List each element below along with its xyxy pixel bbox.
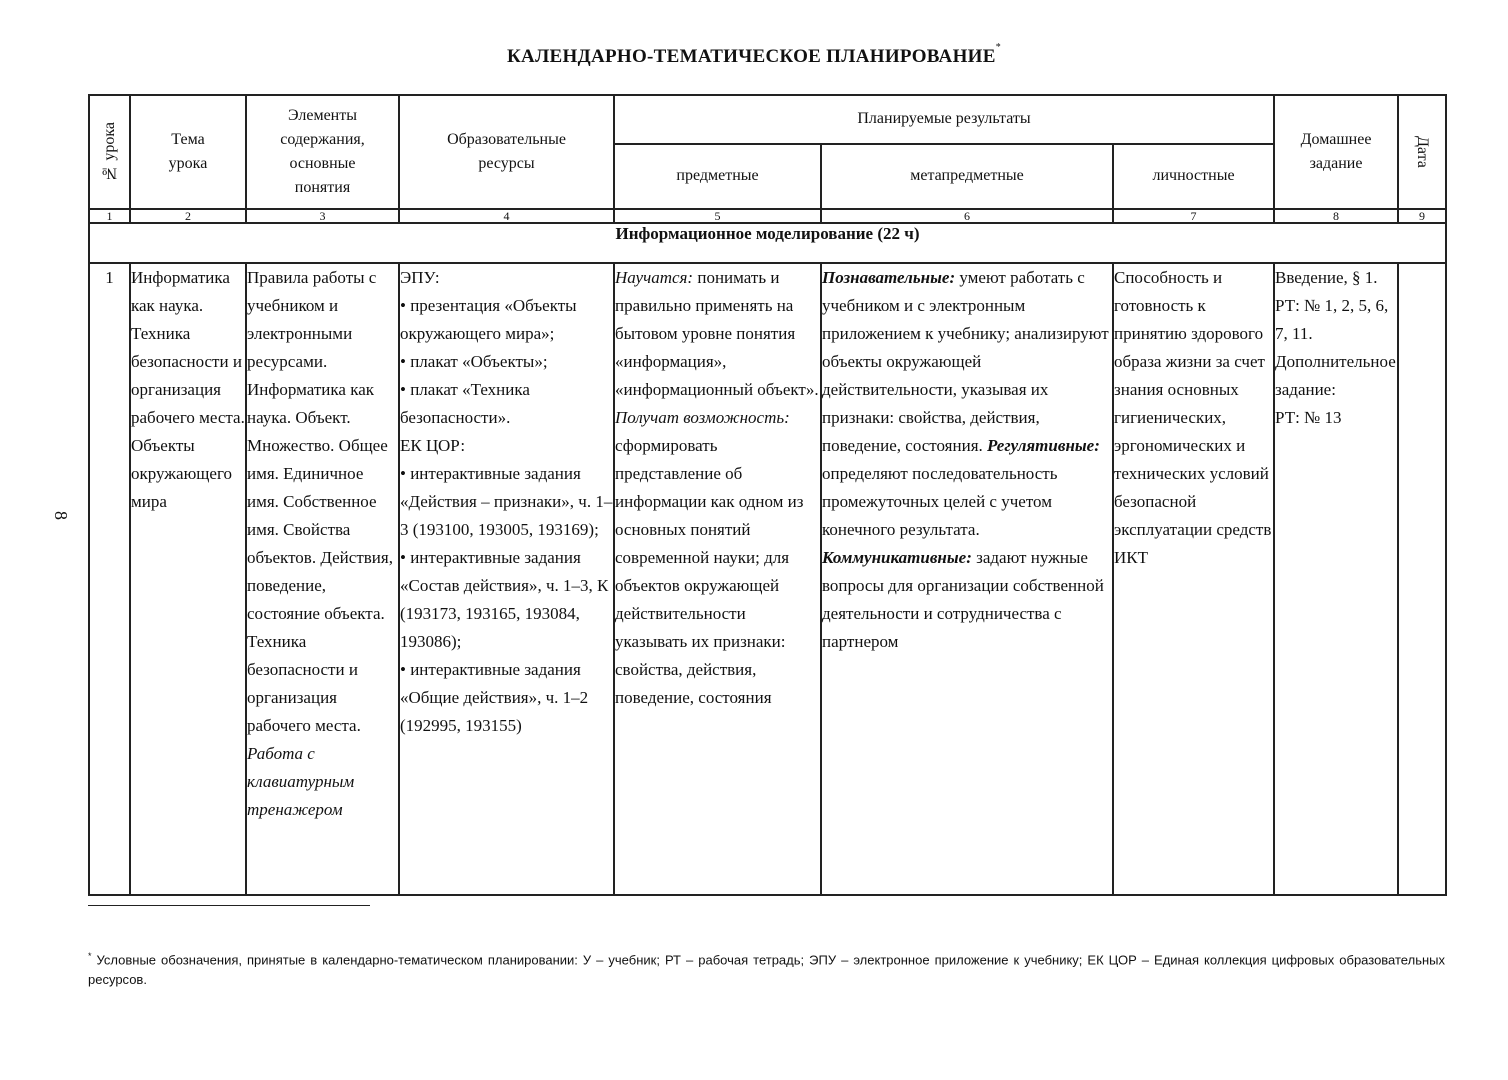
cell-homework [1274, 263, 1398, 895]
resource-line: • интерактивные задания «Общие действия», ч. 1–2 (192995, 193155) [400, 660, 589, 735]
title-footnote-mark: * [995, 42, 1002, 53]
header-planned-results: Планируемые результаты [614, 95, 1274, 144]
resource-line: • презентация «Объекты окружающего мира»; [400, 296, 577, 343]
meta-text: определяют последовательность промежуточных целей с учетом конечного результата. [822, 464, 1058, 539]
column-number: 5 [614, 209, 821, 223]
cell-meta-results [821, 263, 1113, 895]
cell-resources [399, 263, 614, 895]
resource-line: • плакат «Техника безопасности». [400, 380, 530, 427]
header-content: Элементы содержания, основные понятия [246, 95, 399, 209]
meta-label: Регулятивные: [987, 436, 1100, 455]
meta-label: Коммуникативные: [822, 548, 972, 567]
column-number: 1 [89, 209, 130, 223]
footnote-mark: * [88, 951, 92, 961]
content-italic-text: Работа с клавиатурным тренажером [247, 744, 355, 819]
page-title: КАЛЕНДАРНО-ТЕМАТИЧЕСКОЕ ПЛАНИРОВАНИЕ* [506, 42, 1002, 67]
meta-label: Познавательные: [822, 268, 956, 287]
subject-label: Получат возможность: [615, 408, 790, 427]
subject-label: Научатся: [615, 268, 694, 287]
header-date: Дата [1398, 95, 1446, 209]
header-homework: Домашнее задание [1274, 95, 1398, 209]
resource-line: ЕК ЦОР: [400, 436, 466, 455]
header-subject: предметные [614, 144, 821, 209]
column-number: 2 [130, 209, 246, 223]
cell-topic: Информатика как наука. Техника безопасности и организация рабочего места. Объекты окружающего мира [130, 263, 246, 895]
footnote-text: Условные обозначения, принятые в календарно-тематическом планировании: У – учебник; РТ – рабочая тетрадь; ЭПУ – электронное приложение к учебнику; ЕК ЦОР – Единая коллекция цифровых образовательных ресурсов. [88, 952, 1445, 988]
homework-line: РТ: № 13 [1275, 408, 1342, 427]
column-number: 8 [1274, 209, 1398, 223]
footnote-divider [88, 905, 370, 906]
header-lesson-no: № урока [89, 95, 130, 209]
column-number: 9 [1398, 209, 1446, 223]
cell-lesson-number: 1 [89, 263, 130, 895]
column-number: 7 [1113, 209, 1274, 223]
column-number: 3 [246, 209, 399, 223]
column-number: 4 [399, 209, 614, 223]
cell-content [246, 263, 399, 895]
homework-line: РТ: № 1, 2, 5, 6, 7, 11. [1275, 296, 1389, 343]
subject-text: сформировать представление об информации как одном из основных понятий современной науки; для объектов окружающей действительности указывать их признаки: свойства, действия, поведение, состояния [615, 436, 804, 707]
planning-table [88, 94, 1447, 896]
cell-personal-results: Способность и готовность к принятию здорового образа жизни за счет знания основных гигиенических, эргономических и технических условий безопасной эксплуатации средств ИКТ [1113, 263, 1274, 895]
resource-line: • интерактивные задания «Состав действия», ч. 1–3, К (193173, 193165, 193084, 193086); [400, 548, 609, 651]
header-meta: метапредметные [821, 144, 1113, 209]
footnote [88, 946, 1445, 990]
homework-line: Введение, § 1. [1275, 268, 1378, 287]
resource-line: • интерактивные задания «Действия – признаки», ч. 1–3 (193100, 193005, 193169); [400, 464, 613, 539]
header-resources: Образовательные ресурсы [399, 95, 614, 209]
content-text: Правила работы с учебником и электронными ресурсами. Информатика как наука. Объект. Множество. Общее имя. Единичное имя. Собственное имя. Свойства объектов. Действия, поведение, состояние объекта. Техника безопасности и организация рабочего места. [247, 268, 393, 735]
page-number: 8 [51, 511, 71, 520]
section-title: Информационное моделирование (22 ч) [89, 223, 1446, 263]
subject-text: понимать и правильно применять на бытовом уровне понятия «информация», «информационный объект». [615, 268, 819, 399]
meta-text: задают нужные вопросы для организации собственной деятельности и сотрудничества с партнером [822, 548, 1104, 651]
resource-line: ЭПУ: [400, 268, 440, 287]
cell-date [1398, 263, 1446, 895]
column-number: 6 [821, 209, 1113, 223]
homework-line: Дополнительное задание: [1275, 352, 1396, 399]
resource-line: • плакат «Объекты»; [400, 352, 548, 371]
header-personal: личностные [1113, 144, 1274, 209]
header-topic: Тема урока [130, 95, 246, 209]
meta-text: умеют работать с учебником и с электронным приложением к учебнику; анализируют объекты окружающей действительности, указывая их признаки: свойства, действия, поведение, состояния. [822, 268, 1109, 455]
cell-subject-results [614, 263, 821, 895]
